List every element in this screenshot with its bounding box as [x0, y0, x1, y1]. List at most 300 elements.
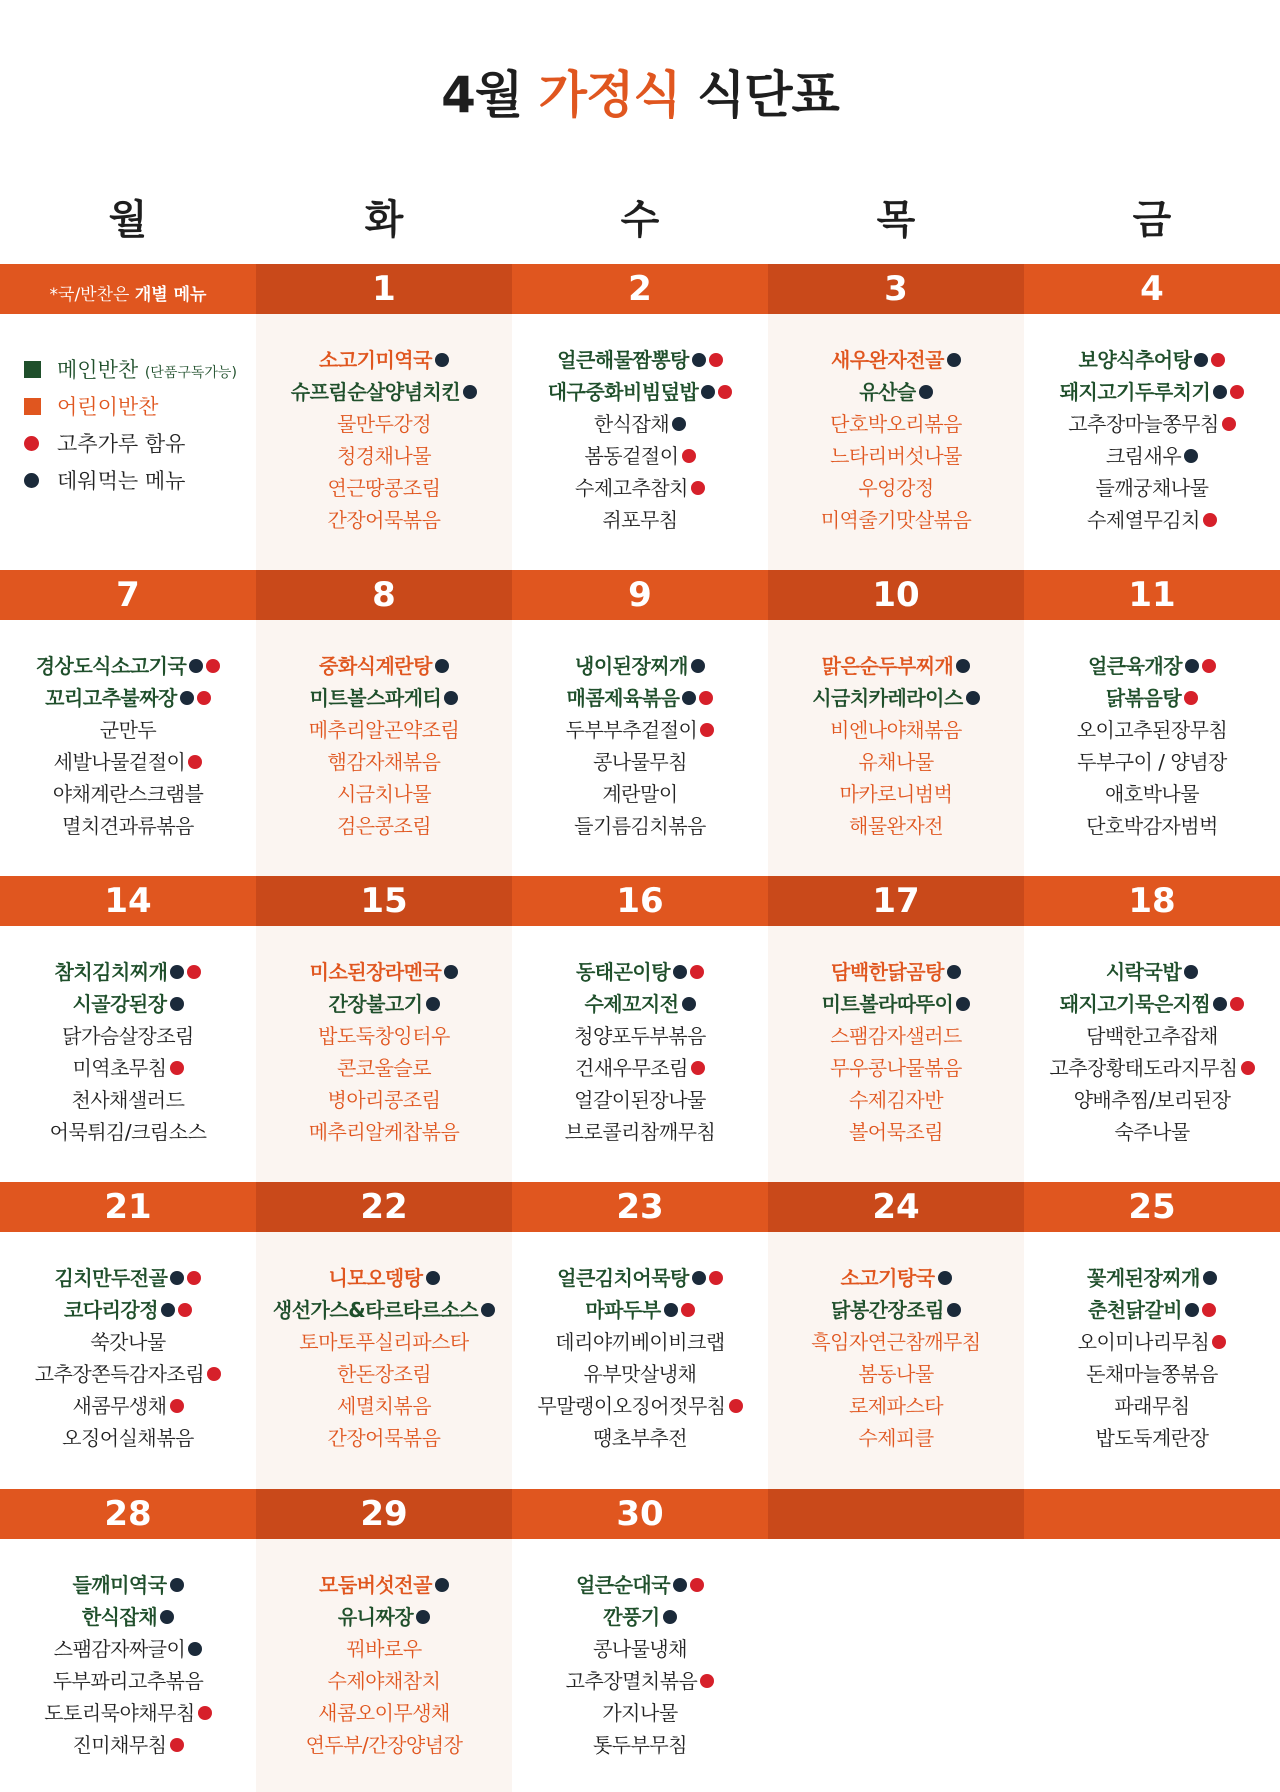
menu-item-name: 닭가슴살장조림	[62, 1024, 194, 1048]
menu-item-name: 미트볼스파게티	[309, 686, 442, 710]
menu-item	[256, 1601, 512, 1633]
date-number: 22	[256, 1182, 512, 1232]
menu-item-name: 중화식계란탕	[319, 654, 432, 678]
menu-item	[1024, 504, 1280, 536]
menu-item-name: 미소된장라멘국	[309, 960, 442, 984]
menu-item	[256, 1262, 512, 1294]
menu-item	[512, 746, 768, 778]
menu-item	[0, 778, 256, 810]
chili-dot-icon	[709, 353, 723, 367]
menu-item-name: 보양식추어탕	[1078, 348, 1192, 372]
chili-dot-icon	[1230, 385, 1244, 399]
date-number: 7	[116, 575, 140, 615]
chili-dot-icon	[187, 965, 201, 979]
reheat-dot-icon	[1185, 659, 1199, 673]
chili-dot-icon	[188, 755, 202, 769]
menu-item	[0, 1569, 256, 1601]
menu-item	[512, 956, 768, 988]
menu-item-name: 야채계란스크램블	[52, 782, 204, 806]
reheat-dot-icon	[692, 353, 706, 367]
menu-item-name: 꼬리고추불짜장	[45, 686, 177, 710]
menu-item	[256, 1084, 512, 1116]
menu-item	[512, 1116, 768, 1148]
chili-dot-icon	[1222, 417, 1236, 431]
menu-item	[256, 1633, 512, 1665]
menu-item	[0, 1601, 256, 1633]
chili-dot-icon	[1202, 659, 1216, 673]
menu-item	[256, 1390, 512, 1422]
menu-item	[768, 1390, 1024, 1422]
date-number: 10	[768, 570, 1024, 620]
red-dot-icon	[24, 436, 39, 451]
reheat-dot-icon	[435, 353, 449, 367]
menu-item-name: 우엉강정	[858, 476, 934, 500]
menu-item	[256, 376, 512, 408]
date-number: 30	[616, 1494, 664, 1534]
menu-item-name: 브로콜리참깨무침	[564, 1120, 716, 1144]
menu-item-name: 김치만두전골	[54, 1266, 168, 1290]
menu-item	[768, 1020, 1024, 1052]
menu-item	[0, 1422, 256, 1454]
menu-item	[768, 472, 1024, 504]
chili-dot-icon	[1203, 513, 1217, 527]
week-band	[0, 570, 1280, 620]
chili-dot-icon	[170, 1738, 184, 1752]
reheat-dot-icon	[1194, 353, 1208, 367]
menu-item	[1024, 440, 1280, 472]
menu-item-name: 유니짜장	[337, 1605, 414, 1629]
legend-main-label: 메인반찬	[57, 358, 139, 382]
menu-item-name: 수제꼬지전	[584, 992, 679, 1016]
menu-item-name: 단호박감자범벅	[1086, 814, 1218, 838]
menu-item-name: 매콤제육볶음	[566, 686, 680, 710]
date-number: 1	[256, 264, 512, 314]
menu-item-name: 봄동겉절이	[584, 444, 679, 468]
day-cell	[256, 1232, 512, 1489]
date-number: 25	[1128, 1187, 1176, 1227]
menu-item-name: 고추장멸치볶음	[565, 1669, 698, 1693]
menu-item	[512, 1422, 768, 1454]
day-cell	[512, 314, 768, 570]
menu-item-name: 메추리알케찹볶음	[308, 1120, 460, 1144]
page-title	[0, 55, 1280, 127]
menu-item-name: 새콤무생채	[72, 1394, 167, 1418]
menu-item	[0, 1729, 256, 1761]
menu-item-name: 춘천닭갈비	[1087, 1298, 1183, 1322]
chili-dot-icon	[1230, 997, 1244, 1011]
menu-item	[512, 504, 768, 536]
day-cell	[1024, 926, 1280, 1182]
menu-item-name: 꽃게된장찌개	[1087, 1266, 1200, 1290]
date-number: 29	[256, 1489, 512, 1539]
title-suffix: 식단표	[680, 66, 839, 124]
menu-item-name: 파래무침	[1114, 1394, 1190, 1418]
reheat-dot-icon	[966, 691, 980, 705]
chili-dot-icon	[718, 385, 732, 399]
menu-item	[1024, 376, 1280, 408]
reheat-dot-icon	[188, 1642, 202, 1656]
menu-item	[512, 376, 768, 408]
date-number: 4	[1140, 269, 1164, 309]
menu-item	[1024, 714, 1280, 746]
menu-item	[0, 1052, 256, 1084]
menu-item-name: 청양포두부볶음	[574, 1024, 706, 1048]
menu-item-name: 대구중화비빔덮밥	[547, 380, 699, 404]
menu-item-name: 오이고추된장무침	[1076, 718, 1228, 742]
menu-item-name: 오이미나리무침	[1077, 1330, 1210, 1354]
menu-item	[768, 956, 1024, 988]
reheat-dot-icon	[180, 691, 194, 705]
menu-item	[1024, 1390, 1280, 1422]
menu-item-name: 느타리버섯나물	[830, 444, 962, 468]
menu-item-name: 닭볶음탕	[1105, 686, 1182, 710]
menu-item-name: 병아리콩조림	[327, 1088, 441, 1112]
day-cell	[0, 926, 256, 1182]
menu-item-name: 단호박오리볶음	[830, 412, 962, 436]
reheat-dot-icon	[692, 1271, 706, 1285]
menu-item-name: 멸치견과류볶음	[62, 814, 194, 838]
menu-item	[1024, 1422, 1280, 1454]
menu-item-name: 크림새우	[1105, 444, 1182, 468]
reheat-dot-icon	[170, 997, 184, 1011]
reheat-dot-icon	[170, 965, 184, 979]
menu-item-name: 두부꽈리고추볶음	[52, 1669, 204, 1693]
menu-item	[1024, 778, 1280, 810]
menu-item-name: 톳두부무침	[592, 1733, 688, 1757]
reheat-dot-icon	[663, 1610, 677, 1624]
reheat-dot-icon	[664, 1303, 678, 1317]
menu-item-name: 얼큰육개장	[1087, 654, 1183, 678]
day-cell	[768, 314, 1024, 570]
reheat-dot-icon	[1213, 385, 1227, 399]
menu-item-name: 얼큰김치어묵탕	[557, 1266, 689, 1290]
reheat-dot-icon	[170, 1578, 184, 1592]
chili-dot-icon	[699, 691, 713, 705]
menu-item-name: 흑임자연근참깨무침	[811, 1330, 981, 1354]
menu-item-name: 한식잡채	[81, 1605, 158, 1629]
menu-item-name: 수제야채참치	[327, 1669, 441, 1693]
week-band	[0, 876, 1280, 926]
reheat-dot-icon	[426, 997, 440, 1011]
menu-item-name: 콩나물무침	[592, 750, 688, 774]
menu-item	[0, 1020, 256, 1052]
navy-dot-icon	[24, 473, 39, 488]
menu-item	[512, 1697, 768, 1729]
date-number: 18	[1128, 881, 1176, 921]
menu-item	[256, 682, 512, 714]
menu-item	[1024, 1262, 1280, 1294]
menu-item-name: 땡초부추전	[592, 1426, 688, 1450]
menu-item-name: 메추리알곤약조림	[308, 718, 460, 742]
menu-item	[512, 650, 768, 682]
date-number: 11	[1128, 575, 1176, 615]
menu-item	[768, 746, 1024, 778]
menu-item	[768, 1422, 1024, 1454]
menu-item	[1024, 956, 1280, 988]
menu-item-name: 담백한닭곰탕	[831, 960, 944, 984]
menu-item-name: 천사채샐러드	[71, 1088, 185, 1112]
menu-item-name: 세발나물겉절이	[53, 750, 186, 774]
reheat-dot-icon	[682, 691, 696, 705]
menu-item	[1024, 988, 1280, 1020]
menu-item-name: 수제피클	[858, 1426, 934, 1450]
menu-item	[0, 810, 256, 842]
menu-item-name: 동태곤이탕	[575, 960, 671, 984]
day-cell	[256, 620, 512, 876]
menu-item-name: 수제고추참치	[575, 476, 688, 500]
menu-item-name: 모둠버섯전골	[319, 1573, 432, 1597]
menu-item	[512, 682, 768, 714]
menu-item	[256, 1326, 512, 1358]
menu-item	[256, 504, 512, 536]
menu-item-name: 스팸감자샐러드	[830, 1024, 962, 1048]
chili-dot-icon	[1212, 1335, 1226, 1349]
menu-item-name: 쑥갓나물	[90, 1330, 166, 1354]
menu-item	[256, 440, 512, 472]
week-band	[0, 1489, 1280, 1539]
menu-item	[768, 1262, 1024, 1294]
menu-item	[0, 1665, 256, 1697]
menu-item	[0, 1084, 256, 1116]
menu-item	[0, 988, 256, 1020]
chili-dot-icon	[690, 965, 704, 979]
menu-item-name: 고추장황태도라지무침	[1049, 1056, 1238, 1080]
day-cell	[512, 926, 768, 1182]
menu-item	[256, 1052, 512, 1084]
date-number: 3	[768, 264, 1024, 314]
menu-item	[1024, 1294, 1280, 1326]
menu-item-name: 냉이된장찌개	[575, 654, 688, 678]
reheat-dot-icon	[947, 965, 961, 979]
weekday-thu: 목	[876, 197, 916, 243]
menu-item	[256, 1116, 512, 1148]
menu-item-name: 맑은순두부찌개	[821, 654, 954, 678]
menu-item-name: 애호박나물	[1104, 782, 1200, 806]
day-cell	[256, 926, 512, 1182]
chili-dot-icon	[1184, 691, 1198, 705]
menu-item	[0, 1390, 256, 1422]
menu-item	[256, 746, 512, 778]
chili-dot-icon	[700, 1674, 714, 1688]
day-cell	[768, 926, 1024, 1182]
day-cell	[1024, 1232, 1280, 1489]
menu-item	[256, 1729, 512, 1761]
menu-item	[768, 376, 1024, 408]
menu-item-name: 유채나물	[858, 750, 934, 774]
menu-item-name: 유부맛살냉채	[583, 1362, 697, 1386]
weekday-fri: 금	[1132, 197, 1172, 243]
menu-item	[512, 810, 768, 842]
menu-item-name: 생선가스&타르타르소스	[272, 1298, 479, 1322]
menu-item-name: 두부구이 / 양념장	[1077, 750, 1227, 774]
reheat-dot-icon	[947, 1303, 961, 1317]
menu-item	[256, 714, 512, 746]
menu-item	[256, 1422, 512, 1454]
day-cell	[1024, 314, 1280, 570]
weekday-tue: 화	[364, 197, 404, 243]
day-cell	[256, 314, 512, 570]
menu-item	[256, 1665, 512, 1697]
day-cell	[512, 1232, 768, 1489]
menu-item-name: 슈프림순살양념치킨	[290, 380, 461, 404]
menu-item-name: 군만두	[99, 718, 157, 742]
menu-item	[0, 956, 256, 988]
menu-item	[256, 344, 512, 376]
day-cell	[768, 620, 1024, 876]
menu-item-name: 미트볼라따뚜이	[821, 992, 954, 1016]
title-prefix: 4월	[441, 66, 539, 124]
chili-dot-icon	[682, 449, 696, 463]
menu-item	[768, 810, 1024, 842]
legend-navy-label: 데워먹는 메뉴	[57, 469, 186, 493]
menu-item-name: 두부부추겉절이	[565, 718, 698, 742]
date-number: 9	[628, 575, 652, 615]
menu-item-name: 유산슬	[859, 380, 916, 404]
menu-item	[512, 1569, 768, 1601]
reheat-dot-icon	[1185, 1303, 1199, 1317]
menu-item-name: 건새우무조림	[575, 1056, 688, 1080]
menu-item-name: 참치김치찌개	[54, 960, 168, 984]
menu-item-name: 토마토푸실리파스타	[299, 1330, 469, 1354]
chili-dot-icon	[178, 1303, 192, 1317]
menu-item	[256, 778, 512, 810]
menu-note-prefix: *국/반찬은	[49, 285, 135, 305]
menu-item-name: 비엔나야채볶음	[830, 718, 962, 742]
menu-item-name: 들깨미역국	[72, 1573, 167, 1597]
chili-dot-icon	[207, 1367, 221, 1381]
menu-item	[0, 1294, 256, 1326]
menu-item-name: 해물완자전	[848, 814, 944, 838]
menu-item	[1024, 1326, 1280, 1358]
menu-item	[512, 1262, 768, 1294]
menu-item-name: 도토리묵야채무침	[44, 1701, 195, 1725]
menu-item	[512, 344, 768, 376]
menu-item	[1024, 408, 1280, 440]
menu-item-name: 시금치카레라이스	[812, 686, 963, 710]
menu-item-name: 진미채무침	[72, 1733, 167, 1757]
menu-item	[1024, 650, 1280, 682]
menu-item	[512, 1665, 768, 1697]
reheat-dot-icon	[673, 965, 687, 979]
day-cell	[0, 1232, 256, 1489]
menu-item-name: 무우콩나물볶음	[830, 1056, 962, 1080]
date-number: 2	[628, 269, 652, 309]
menu-item	[512, 778, 768, 810]
reheat-dot-icon	[691, 659, 705, 673]
legend-red-label: 고추가루 함유	[57, 432, 186, 456]
menu-item	[1024, 472, 1280, 504]
day-cell	[1024, 620, 1280, 876]
menu-item	[1024, 1052, 1280, 1084]
menu-item-name: 들깨궁채나물	[1095, 476, 1209, 500]
menu-item	[768, 344, 1024, 376]
date-number: 16	[616, 881, 664, 921]
day-cell	[0, 1539, 256, 1792]
menu-item-name: 한식잡채	[593, 412, 670, 436]
chili-dot-icon	[1211, 353, 1225, 367]
chili-dot-icon	[197, 691, 211, 705]
menu-item-name: 간장어묵볶음	[327, 1426, 441, 1450]
date-number: 21	[104, 1187, 152, 1227]
date-number: 17	[768, 876, 1024, 926]
menu-item-name: 고추장쫀득감자조림	[34, 1362, 205, 1386]
menu-item-name: 간장어묵볶음	[327, 508, 441, 532]
menu-item-name: 꿔바로우	[346, 1637, 422, 1661]
menu-item	[0, 714, 256, 746]
legend-kids	[24, 389, 237, 426]
menu-item-name: 어묵튀김/크림소스	[49, 1120, 207, 1144]
menu-item-name: 시금치나물	[336, 782, 432, 806]
reheat-dot-icon	[161, 1303, 175, 1317]
menu-item-name: 새콤오이무생채	[318, 1701, 450, 1725]
legend-main	[24, 352, 237, 389]
day-cell	[1024, 1539, 1280, 1792]
menu-item	[1024, 344, 1280, 376]
menu-note-text	[50, 285, 207, 305]
menu-item-name: 세멸치볶음	[336, 1394, 432, 1418]
menu-item	[768, 1116, 1024, 1148]
menu-item	[0, 1116, 256, 1148]
menu-item-name: 얼큰해물짬뽕탕	[557, 348, 689, 372]
chili-dot-icon	[170, 1061, 184, 1075]
menu-item	[768, 1084, 1024, 1116]
chili-dot-icon	[700, 723, 714, 737]
chili-dot-icon	[681, 1303, 695, 1317]
date-number: 14	[104, 881, 152, 921]
menu-item-name: 마카로니범벅	[839, 782, 953, 806]
menu-item-name: 깐풍기	[603, 1605, 660, 1629]
reheat-dot-icon	[701, 385, 715, 399]
menu-item	[256, 650, 512, 682]
menu-note	[0, 264, 256, 314]
menu-item	[0, 1262, 256, 1294]
title-accent: 가정식	[538, 66, 681, 124]
date-number: 23	[616, 1187, 664, 1227]
chili-dot-icon	[1202, 1303, 1216, 1317]
menu-item	[1024, 746, 1280, 778]
menu-item	[512, 472, 768, 504]
menu-item-name: 연두부/간장양념장	[305, 1733, 463, 1757]
date-number	[768, 1489, 1024, 1539]
menu-item	[512, 1729, 768, 1761]
menu-item-name: 소고기미역국	[319, 348, 432, 372]
menu-item-name: 얼큰순대국	[575, 1573, 671, 1597]
menu-item	[256, 1020, 512, 1052]
menu-item	[0, 1697, 256, 1729]
day-cell	[512, 1539, 768, 1792]
menu-item	[512, 1052, 768, 1084]
menu-item-name: 간장불고기	[328, 992, 423, 1016]
menu-item	[256, 472, 512, 504]
menu-item-name: 무말랭이오징어젓무침	[537, 1394, 726, 1418]
legend-red	[24, 426, 237, 463]
reheat-dot-icon	[160, 1610, 174, 1624]
menu-item	[512, 1390, 768, 1422]
menu-item	[512, 408, 768, 440]
chili-dot-icon	[170, 1399, 184, 1413]
menu-item-name: 고추장마늘쫑무침	[1068, 412, 1219, 436]
menu-item-name: 양배추찜/보리된장	[1073, 1088, 1231, 1112]
menu-item	[768, 1294, 1024, 1326]
menu-item	[256, 408, 512, 440]
menu-item-name: 가지나물	[602, 1701, 678, 1725]
reheat-dot-icon	[435, 659, 449, 673]
reheat-dot-icon	[170, 1271, 184, 1285]
menu-item	[256, 1358, 512, 1390]
day-cell	[768, 1232, 1024, 1489]
reheat-dot-icon	[444, 691, 458, 705]
menu-item-name: 니모오뎅탕	[328, 1266, 423, 1290]
